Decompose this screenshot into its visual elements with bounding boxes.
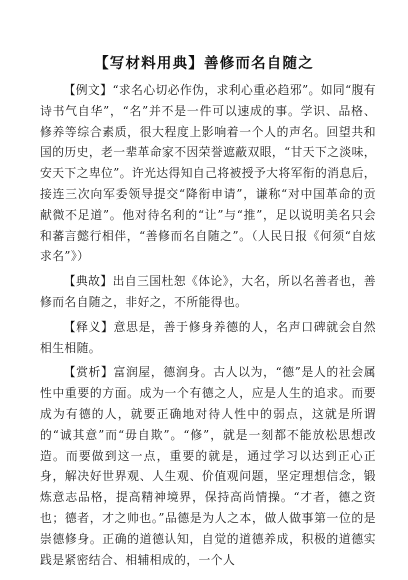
section-text-example: “求名心切必作伪，求利心重必趋邪”。如同“腹有诗书气自华”，“名”并不是一件可以速成的事。学识、品格、修养等综合素质，很大程度上影响着一个人的声名。回望共和国的历史，老一辈革命家不因荣誉遮蔽双眼，“甘天下之淡味，安天下之卑位”。许光达得知自己将被授予大将军衔的消息后，接连三次向军委领导提交“降衔申请”，谦称“对中国革命的贡献微不足道”。他对待名利的“让”与“推”，足以说明美名只会和蕃言懿行相伴，“善修而名自随之”。（人民日报《何须“自炫求名”》） <box>40 83 377 264</box>
article-title: 【写材料用典】善修而名自随之 <box>94 56 314 72</box>
section-label-analysis: 【赏析】 <box>63 365 114 380</box>
section-label-source: 【典故】 <box>63 274 113 289</box>
section-example <box>40 80 376 267</box>
section-text-analysis: 富润屋，德润身。古人以为，“德”是人的社会属性中重要的方面。成为一个有德之人，应是人生的追求。而要成为有德的人，就要正确地对待人性中的弱点，这就是所谓的“诚其意”而“毋自欺”。“修”，就是一刻都不能放松思想改造。而要做到这一点，重要的就是，通过学习以达到正心正身，解决好世界观、人生观、价值观问题，坚定理想信念，锻炼意志品格，提高精神境界，保持高尚情操。“才者，德之资也；德者，才之帅也。”品德是为人之本，做人做事第一位的是崇德修身。正确的道德认知，自觉的道德养成，积极的道德实践是紧密结合、相辅相成的，一个人 <box>40 365 376 567</box>
section-source <box>40 271 376 313</box>
section-text-source: 出自三国杜恕《体论》，大名，所以名善者也，善修而名自随之，非好之，不所能得也。 <box>40 274 376 309</box>
section-label-example: 【例文】 <box>63 83 113 97</box>
section-analysis <box>40 362 376 570</box>
section-meaning <box>40 317 376 359</box>
article-body <box>40 76 376 570</box>
section-label-meaning: 【释义】 <box>63 319 114 334</box>
section-text-meaning: 意思是，善于修身养德的人，名声口碑就会自然相生相随。 <box>40 319 377 355</box>
